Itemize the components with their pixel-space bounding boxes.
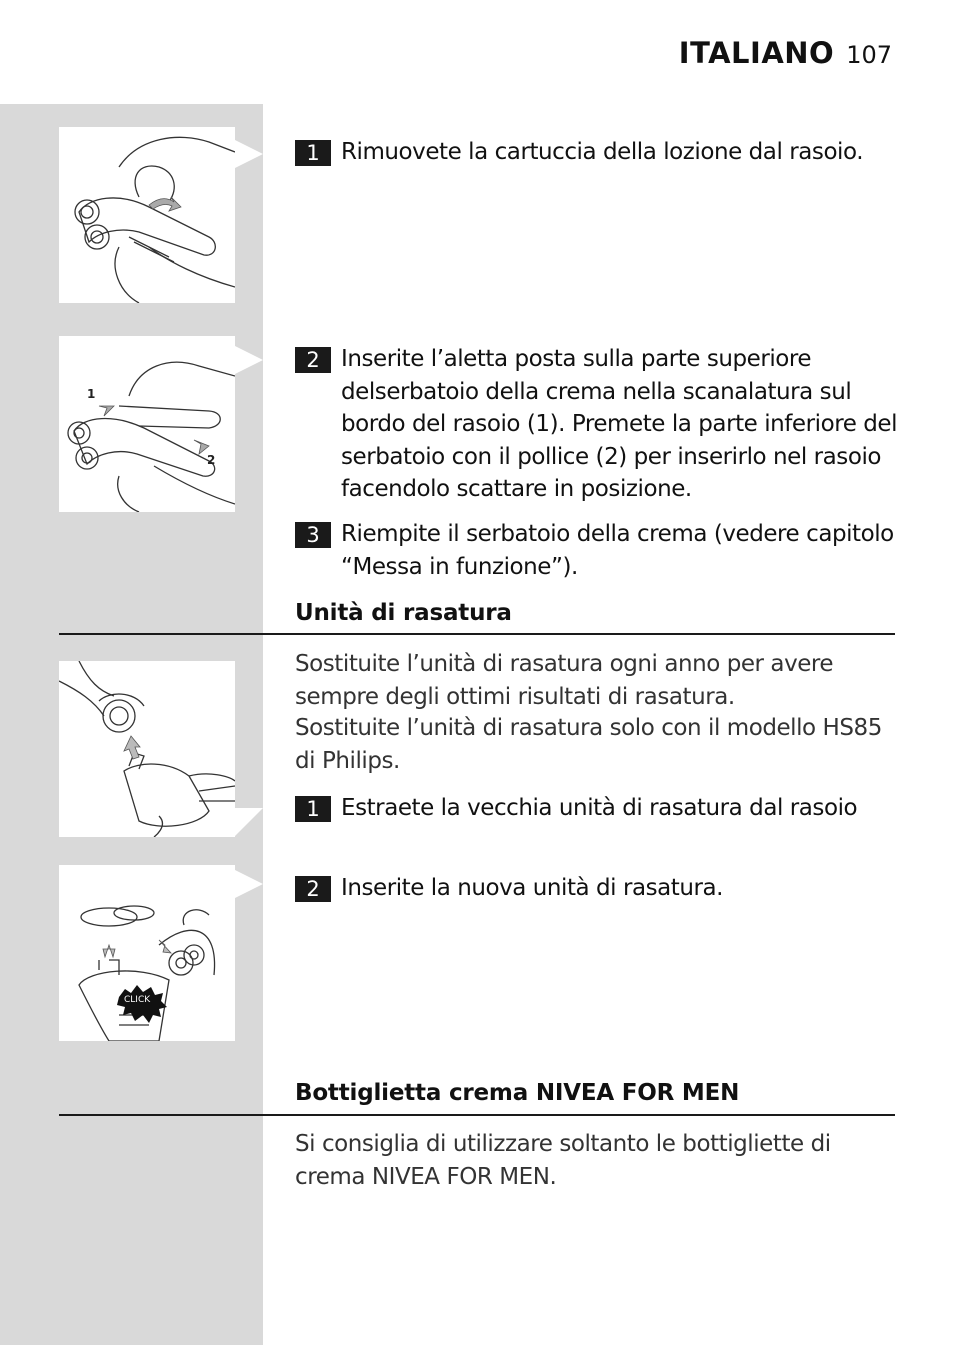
section-divider	[59, 633, 895, 635]
step-1-remove-cartridge	[295, 136, 900, 169]
figure-label-2: 2	[207, 453, 216, 467]
figure-pointer	[235, 346, 263, 374]
step-number-badge: 1	[295, 140, 331, 166]
page-number: 107	[846, 41, 892, 69]
step-number-badge: 1	[295, 796, 331, 822]
illustration-insert-shaving-unit	[59, 865, 235, 1041]
step-number-badge: 2	[295, 876, 331, 902]
shaving-unit-intro: Sostituite l’unità di rasatura ogni anno per avere sempre degli ottimi risultati di rasatura.	[295, 651, 834, 710]
figure-label-1: 1	[87, 387, 96, 401]
figure-pointer	[235, 140, 263, 168]
illustration-insert-reservoir	[59, 336, 235, 512]
shaving-unit-insertion-drawing	[59, 865, 235, 1041]
step-text: Riempite il serbatoio della crema (vedere capitolo “Messa in funzione”).	[341, 521, 894, 580]
shaving-unit-removal-drawing	[59, 661, 235, 837]
step-number-badge: 3	[295, 522, 331, 548]
step-2-insert-reservoir	[295, 343, 900, 506]
illustration-remove-shaving-unit	[59, 661, 235, 837]
figure-pointer	[235, 808, 263, 836]
step-text: Inserite l’aletta posta sulla parte superiore delserbatoio della crema nella scanalatura sul bordo del rasoio (1). Premete la parte inferiore del serbatoio con il pollice (2) per inserirlo nel rasoio facendolo scattare in posizione.	[341, 346, 898, 502]
illustration-remove-cartridge	[59, 127, 235, 303]
figure-pointer	[235, 870, 263, 898]
section-divider	[59, 1114, 895, 1116]
section-heading-shaving-unit: Unità di rasatura	[295, 600, 512, 626]
shaver-hands-drawing	[59, 127, 235, 303]
shaver-reservoir-drawing	[59, 336, 235, 512]
step-text: Rimuovete la cartuccia della lozione dal rasoio.	[341, 139, 864, 165]
cream-bottle-advice: Si consiglia di utilizzare soltanto le bottigliette di crema NIVEA FOR MEN.	[295, 1131, 831, 1190]
step-text: Inserite la nuova unità di rasatura.	[341, 875, 724, 901]
step-1-extract-unit	[295, 792, 900, 825]
section-heading-cream-bottle: Bottiglietta crema NIVEA FOR MEN	[295, 1080, 740, 1106]
step-2-insert-new-unit	[295, 872, 900, 905]
click-label: CLICK	[124, 995, 151, 1005]
step-number-badge: 2	[295, 347, 331, 373]
step-3-fill-reservoir	[295, 518, 900, 583]
step-text: Estraete la vecchia unità di rasatura dal rasoio	[341, 795, 858, 821]
page-header	[679, 36, 892, 70]
shaving-unit-model-note: Sostituite l’unità di rasatura solo con il modello HS85 di Philips.	[295, 715, 882, 774]
language-label: ITALIANO	[678, 36, 835, 70]
